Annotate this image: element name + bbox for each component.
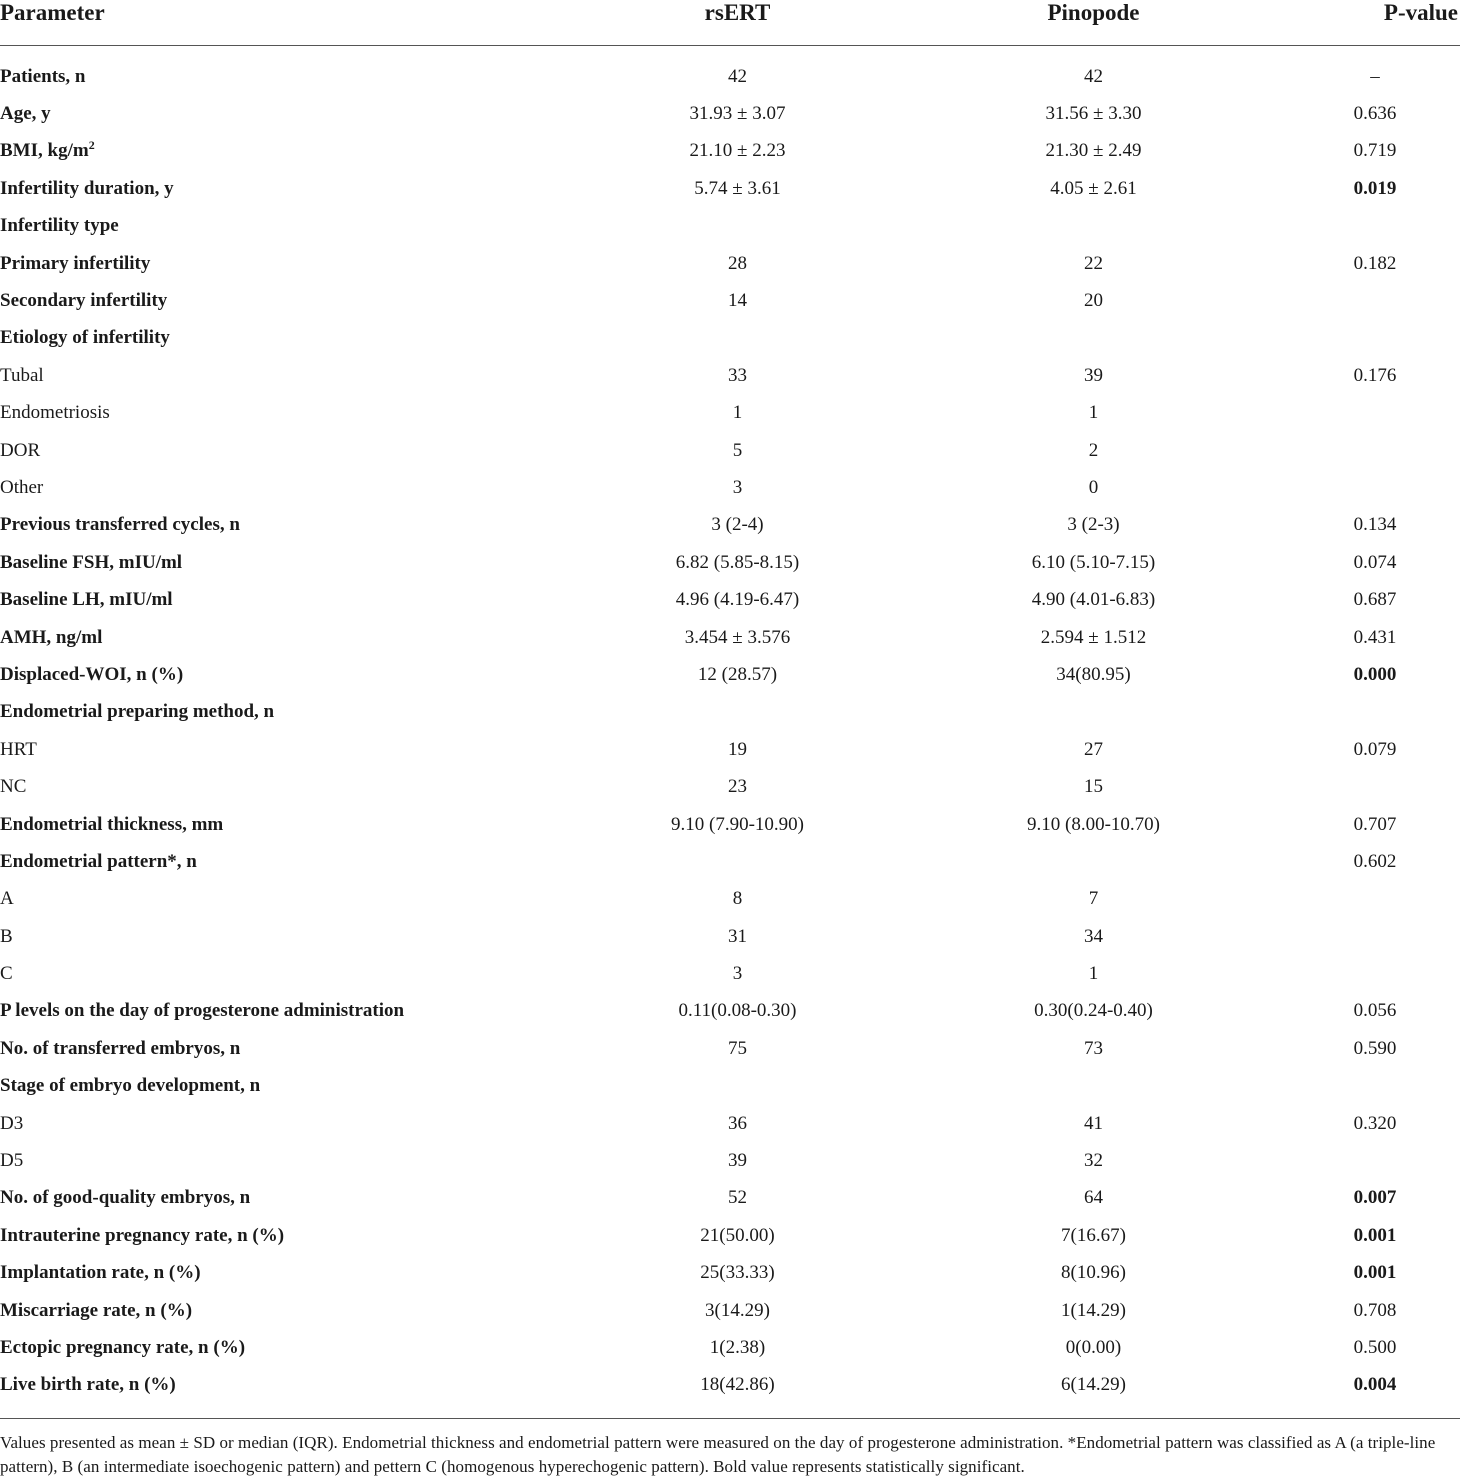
row-label bbox=[0, 918, 560, 955]
cell-pvalue: 0.636 bbox=[1353, 103, 1397, 125]
cell-pvalue bbox=[1272, 768, 1460, 805]
cell-rsert: 19 bbox=[728, 738, 747, 760]
cell-pvalue bbox=[1272, 1142, 1460, 1179]
cell-pinopode bbox=[915, 1068, 1272, 1105]
table-row bbox=[0, 993, 1460, 1030]
row-label bbox=[0, 1180, 560, 1217]
row-label-text: Etiology of infertility bbox=[0, 327, 170, 349]
cell-pinopode: 1 bbox=[1088, 402, 1099, 424]
row-label bbox=[0, 357, 560, 394]
cell-pvalue bbox=[1272, 918, 1460, 955]
table-row bbox=[0, 507, 1460, 544]
table-row bbox=[0, 544, 1460, 581]
row-label bbox=[0, 1292, 560, 1329]
row-label bbox=[0, 320, 560, 357]
row-label bbox=[0, 656, 560, 693]
row-label bbox=[0, 544, 560, 581]
cell-pinopode: 6(14.29) bbox=[1061, 1374, 1126, 1396]
row-label bbox=[0, 694, 560, 731]
cell-rsert: 0.11(0.08-0.30) bbox=[678, 1000, 797, 1022]
row-label-text: HRT bbox=[0, 738, 37, 760]
row-label bbox=[0, 1367, 560, 1404]
row-label-text: Displaced-WOI, n (%) bbox=[0, 663, 184, 685]
cell-pvalue: 0.134 bbox=[1353, 514, 1397, 536]
row-label-text: Implantation rate, n (%) bbox=[0, 1262, 201, 1284]
cell-rsert: 75 bbox=[728, 1037, 747, 1059]
table-row bbox=[0, 1068, 1460, 1105]
table-row bbox=[0, 1180, 1460, 1217]
cell-pinopode bbox=[915, 694, 1272, 731]
cell-pinopode: 31.56 ± 3.30 bbox=[1045, 103, 1142, 125]
row-label bbox=[0, 1255, 560, 1292]
cell-pinopode: 1 bbox=[1088, 963, 1099, 985]
cell-pinopode: 2 bbox=[1088, 439, 1099, 461]
row-label bbox=[0, 245, 560, 282]
row-label bbox=[0, 1217, 560, 1254]
row-label-text: Endometrial pattern*, n bbox=[0, 850, 197, 872]
cell-pinopode: 32 bbox=[1084, 1150, 1103, 1172]
cell-pinopode bbox=[915, 320, 1272, 357]
row-label-text: Secondary infertility bbox=[0, 290, 168, 312]
row-label-superscript: 2 bbox=[88, 138, 95, 153]
row-label-text: Endometrial thickness, mm bbox=[0, 813, 224, 835]
row-label bbox=[0, 170, 560, 207]
cell-pvalue bbox=[1272, 1068, 1460, 1105]
cell-rsert bbox=[560, 320, 915, 357]
table-row bbox=[0, 1142, 1460, 1179]
cell-pinopode: 21.30 ± 2.49 bbox=[1045, 140, 1142, 162]
cell-rsert bbox=[560, 694, 915, 731]
header-parameter: Parameter bbox=[0, 0, 560, 46]
table-row bbox=[0, 208, 1460, 245]
cell-pinopode: 9.10 (8.00-10.70) bbox=[1027, 813, 1160, 835]
row-label-text: Age, y bbox=[0, 103, 51, 125]
table-row bbox=[0, 1030, 1460, 1067]
row-label bbox=[0, 731, 560, 768]
table-row bbox=[0, 133, 1460, 170]
cell-rsert: 5 bbox=[732, 439, 743, 461]
row-label-text: Baseline FSH, mIU/ml bbox=[0, 551, 183, 573]
cell-rsert: 23 bbox=[728, 776, 747, 798]
cell-pvalue bbox=[1272, 694, 1460, 731]
row-label bbox=[0, 1030, 560, 1067]
cell-rsert: 3.454 ± 3.576 bbox=[684, 626, 791, 648]
cell-pinopode bbox=[915, 208, 1272, 245]
row-label-text: P levels on the day of progesterone administration bbox=[0, 1000, 405, 1022]
footnote-divider bbox=[0, 1418, 1460, 1419]
cell-pvalue: 0.000 bbox=[1353, 663, 1397, 685]
cell-rsert: 3 bbox=[732, 963, 743, 985]
row-label-text: NC bbox=[0, 776, 27, 798]
table-row bbox=[0, 581, 1460, 618]
cell-pvalue bbox=[1272, 469, 1460, 506]
cell-rsert: 9.10 (7.90-10.90) bbox=[671, 813, 804, 835]
cell-rsert: 21(50.00) bbox=[700, 1224, 775, 1246]
row-label-text: Previous transferred cycles, n bbox=[0, 514, 240, 536]
row-label-text: Other bbox=[0, 476, 44, 498]
table-row bbox=[0, 282, 1460, 319]
cell-rsert: 12 (28.57) bbox=[697, 663, 778, 685]
row-label-text: C bbox=[0, 963, 13, 985]
row-label-text: Infertility duration, y bbox=[0, 177, 174, 199]
header-rsert: rsERT bbox=[560, 0, 915, 46]
table-row bbox=[0, 95, 1460, 132]
row-label bbox=[0, 768, 560, 805]
row-label-text: Stage of embryo development, n bbox=[0, 1075, 261, 1097]
cell-pinopode: 39 bbox=[1084, 364, 1103, 386]
table-row bbox=[0, 694, 1460, 731]
row-label bbox=[0, 133, 560, 170]
cell-rsert: 28 bbox=[728, 252, 747, 274]
row-label-text: Primary infertility bbox=[0, 252, 151, 274]
row-label bbox=[0, 881, 560, 918]
cell-pinopode: 0.30(0.24-0.40) bbox=[1034, 1000, 1153, 1022]
cell-rsert: 42 bbox=[728, 65, 747, 87]
row-label bbox=[0, 95, 560, 132]
cell-pinopode: 6.10 (5.10-7.15) bbox=[1031, 551, 1156, 573]
cell-pinopode: 7 bbox=[1088, 888, 1099, 910]
cell-rsert: 1 bbox=[732, 402, 743, 424]
cell-pvalue: 0.590 bbox=[1353, 1037, 1397, 1059]
cell-pvalue bbox=[1272, 320, 1460, 357]
table-row bbox=[0, 731, 1460, 768]
table-header bbox=[0, 0, 1460, 46]
row-label-text: B bbox=[0, 925, 13, 947]
cell-rsert: 14 bbox=[728, 290, 747, 312]
row-label bbox=[0, 1068, 560, 1105]
table-row bbox=[0, 1217, 1460, 1254]
table-row bbox=[0, 1329, 1460, 1366]
cell-pvalue: 0.602 bbox=[1353, 850, 1397, 872]
table-row bbox=[0, 320, 1460, 357]
table-row bbox=[0, 1292, 1460, 1329]
cell-pvalue: 0.074 bbox=[1353, 551, 1397, 573]
cell-rsert: 18(42.86) bbox=[700, 1374, 775, 1396]
cell-rsert: 5.74 ± 3.61 bbox=[694, 177, 781, 199]
row-label-text: Patients, n bbox=[0, 65, 86, 87]
cell-pinopode: 15 bbox=[1084, 776, 1103, 798]
row-label-text: BMI, kg/m bbox=[0, 140, 89, 162]
cell-pvalue: 0.056 bbox=[1353, 1000, 1397, 1022]
cell-rsert bbox=[560, 1068, 915, 1105]
table-row bbox=[0, 469, 1460, 506]
row-label bbox=[0, 581, 560, 618]
cell-pvalue: 0.687 bbox=[1353, 589, 1397, 611]
cell-pinopode: 2.594 ± 1.512 bbox=[1040, 626, 1147, 648]
cell-pinopode: 0(0.00) bbox=[1065, 1336, 1122, 1358]
cell-rsert bbox=[560, 843, 915, 880]
cell-pinopode: 34(80.95) bbox=[1056, 663, 1131, 685]
table-row bbox=[0, 357, 1460, 394]
cell-rsert: 36 bbox=[728, 1112, 747, 1134]
cell-pinopode: 20 bbox=[1084, 290, 1103, 312]
cell-pvalue: 0.431 bbox=[1353, 626, 1397, 648]
cell-rsert: 3(14.29) bbox=[705, 1299, 770, 1321]
cell-rsert: 39 bbox=[728, 1150, 747, 1172]
cell-pvalue: 0.007 bbox=[1353, 1187, 1397, 1209]
cell-pvalue: 0.708 bbox=[1353, 1299, 1397, 1321]
cell-rsert: 52 bbox=[728, 1187, 747, 1209]
cell-pinopode: 3 (2-3) bbox=[1067, 514, 1120, 536]
cell-pvalue: 0.320 bbox=[1353, 1112, 1397, 1134]
cell-pvalue: 0.001 bbox=[1353, 1262, 1397, 1284]
cell-pinopode: 4.05 ± 2.61 bbox=[1050, 177, 1137, 199]
row-label bbox=[0, 993, 560, 1030]
table-row bbox=[0, 432, 1460, 469]
cell-pinopode: 42 bbox=[1084, 65, 1103, 87]
cell-rsert: 31 bbox=[728, 925, 747, 947]
cell-pinopode bbox=[915, 843, 1272, 880]
cell-rsert: 33 bbox=[728, 364, 747, 386]
cell-rsert bbox=[560, 208, 915, 245]
row-label-text: D3 bbox=[0, 1112, 24, 1134]
cell-rsert: 8 bbox=[732, 888, 743, 910]
row-label-text: No. of good-quality embryos, n bbox=[0, 1187, 251, 1209]
cell-pvalue: 0.500 bbox=[1353, 1336, 1397, 1358]
cell-pinopode: 8(10.96) bbox=[1061, 1262, 1126, 1284]
table-row bbox=[0, 1367, 1460, 1404]
row-label-text: Infertility type bbox=[0, 215, 119, 237]
table-body bbox=[0, 46, 1460, 1405]
cell-pvalue: 0.001 bbox=[1353, 1224, 1397, 1246]
row-label-text: Live birth rate, n (%) bbox=[0, 1374, 176, 1396]
row-label-text: Intrauterine pregnancy rate, n (%) bbox=[0, 1224, 285, 1246]
cell-rsert: 3 (2-4) bbox=[711, 514, 764, 536]
row-label bbox=[0, 843, 560, 880]
row-label-text: AMH, ng/ml bbox=[0, 626, 103, 648]
row-label bbox=[0, 1105, 560, 1142]
cell-rsert: 25(33.33) bbox=[700, 1262, 775, 1284]
cell-pvalue bbox=[1272, 881, 1460, 918]
cell-pvalue: 0.079 bbox=[1353, 738, 1397, 760]
row-label bbox=[0, 58, 560, 95]
cell-pvalue: 0.019 bbox=[1353, 177, 1397, 199]
table-row bbox=[0, 1255, 1460, 1292]
header-row bbox=[0, 0, 1460, 46]
cell-rsert: 3 bbox=[732, 476, 743, 498]
row-label-text: Endometrial preparing method, n bbox=[0, 701, 275, 723]
table-row bbox=[0, 619, 1460, 656]
cell-pvalue bbox=[1272, 395, 1460, 432]
cell-rsert: 21.10 ± 2.23 bbox=[689, 140, 786, 162]
row-label bbox=[0, 806, 560, 843]
cell-pinopode: 7(16.67) bbox=[1061, 1224, 1126, 1246]
header-pvalue: P-value bbox=[1272, 0, 1460, 46]
cell-pinopode: 41 bbox=[1084, 1112, 1103, 1134]
table-row bbox=[0, 395, 1460, 432]
cell-rsert: 1(2.38) bbox=[709, 1336, 766, 1358]
table-row bbox=[0, 58, 1460, 95]
table-row bbox=[0, 1105, 1460, 1142]
row-label bbox=[0, 395, 560, 432]
row-label bbox=[0, 432, 560, 469]
cell-pinopode: 73 bbox=[1084, 1037, 1103, 1059]
row-label-text: Baseline LH, mIU/ml bbox=[0, 589, 173, 611]
row-label bbox=[0, 469, 560, 506]
cell-pinopode: 22 bbox=[1084, 252, 1103, 274]
cell-pvalue bbox=[1272, 432, 1460, 469]
cell-pinopode: 34 bbox=[1084, 925, 1103, 947]
cell-pvalue: 0.182 bbox=[1353, 252, 1397, 274]
cell-pinopode: 64 bbox=[1084, 1187, 1103, 1209]
row-label bbox=[0, 208, 560, 245]
row-label-text: Tubal bbox=[0, 364, 44, 386]
table-row bbox=[0, 843, 1460, 880]
row-label bbox=[0, 507, 560, 544]
cell-pvalue: 0.176 bbox=[1353, 364, 1397, 386]
cell-pvalue: 0.707 bbox=[1353, 813, 1397, 835]
row-label bbox=[0, 619, 560, 656]
row-label bbox=[0, 1142, 560, 1179]
row-label bbox=[0, 282, 560, 319]
cell-pvalue: – bbox=[1370, 65, 1380, 87]
cell-pvalue bbox=[1272, 955, 1460, 992]
row-label bbox=[0, 1329, 560, 1366]
cell-pvalue: 0.004 bbox=[1353, 1374, 1397, 1396]
table-footnote: Values presented as mean ± SD or median (IQR). Endometrial thickness and endometrial pattern were measured on the day of progesterone administration. *Endometrial pattern was classified as A (a triple-line pattern), B (an intermediate isoechogenic pattern) and pettern C (homogenous hyperechogenic pattern). Bold value represents statistically significant. bbox=[0, 1433, 1436, 1476]
row-label-text: A bbox=[0, 888, 14, 910]
cell-pvalue: 0.719 bbox=[1353, 140, 1397, 162]
cell-rsert: 6.82 (5.85-8.15) bbox=[675, 551, 800, 573]
table-row bbox=[0, 955, 1460, 992]
header-pinopode: Pinopode bbox=[915, 0, 1272, 46]
row-label-text: Miscarriage rate, n (%) bbox=[0, 1299, 193, 1321]
row-label-text: Ectopic pregnancy rate, n (%) bbox=[0, 1336, 246, 1358]
table-row bbox=[0, 245, 1460, 282]
table-row bbox=[0, 656, 1460, 693]
cell-pinopode: 1(14.29) bbox=[1061, 1299, 1126, 1321]
table-row bbox=[0, 806, 1460, 843]
spacer-row bbox=[0, 46, 1460, 59]
cell-pinopode: 0 bbox=[1088, 476, 1099, 498]
cell-rsert: 31.93 ± 3.07 bbox=[689, 103, 786, 125]
row-label-text: No. of transferred embryos, n bbox=[0, 1037, 241, 1059]
cell-pinopode: 4.90 (4.01-6.83) bbox=[1031, 589, 1156, 611]
cell-pvalue bbox=[1272, 208, 1460, 245]
table-row bbox=[0, 768, 1460, 805]
table-row bbox=[0, 881, 1460, 918]
cell-rsert: 4.96 (4.19-6.47) bbox=[675, 589, 800, 611]
table-row bbox=[0, 918, 1460, 955]
row-label-text: DOR bbox=[0, 439, 41, 461]
table-row bbox=[0, 170, 1460, 207]
spacer-cell bbox=[0, 46, 1460, 59]
row-label bbox=[0, 955, 560, 992]
row-label-text: D5 bbox=[0, 1150, 24, 1172]
cell-pinopode: 27 bbox=[1084, 738, 1103, 760]
row-label-text: Endometriosis bbox=[0, 402, 110, 424]
cell-pvalue bbox=[1272, 282, 1460, 319]
